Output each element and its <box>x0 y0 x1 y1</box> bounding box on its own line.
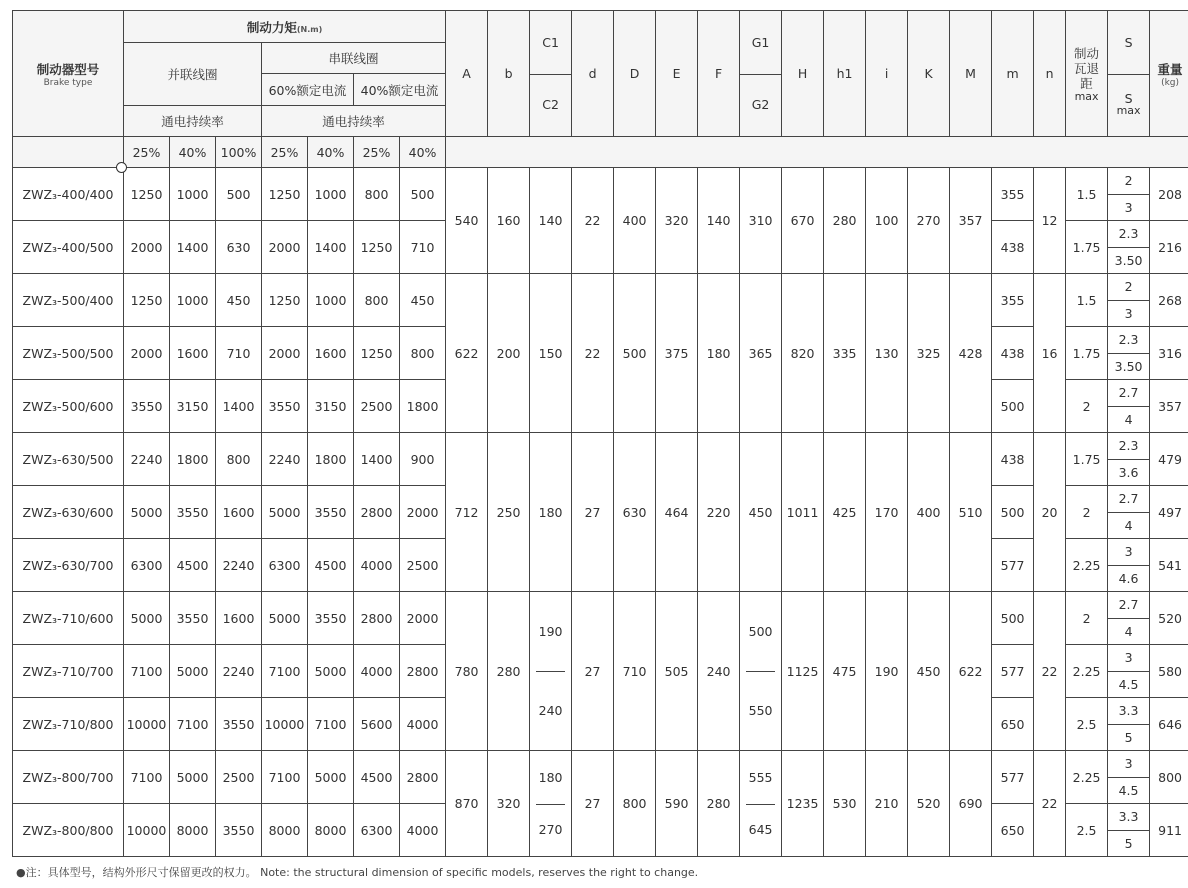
torque-cell: 5000 <box>124 486 170 539</box>
model-cell: ZWZ₃-710/600 <box>13 592 124 645</box>
header-F: F <box>698 11 740 137</box>
dim-b-cell: 320 <box>488 751 530 857</box>
dim-K-cell: 520 <box>908 751 950 857</box>
torque-cell: 1400 <box>170 221 216 274</box>
dim-n-cell: 12 <box>1034 168 1066 274</box>
header-rated-60: 60%额定电流 <box>262 74 354 106</box>
header-brake-type: 制动器型号 Brake type <box>13 11 124 137</box>
retreat-cell: 1.5 <box>1066 168 1108 221</box>
torque-cell: 450 <box>400 274 446 327</box>
header-g1-g2: G1 G2 <box>740 11 782 137</box>
dim-m-cell: 438 <box>992 327 1034 380</box>
torque-cell: 2000 <box>124 221 170 274</box>
torque-cell: 5000 <box>262 592 308 645</box>
dim-n-cell: 20 <box>1034 433 1066 592</box>
table-header <box>13 11 1188 168</box>
dim-d-cell: 22 <box>572 168 614 274</box>
torque-cell: 2800 <box>354 592 400 645</box>
header-duty-col: 40% <box>400 137 446 168</box>
dim-F-cell: 180 <box>698 274 740 433</box>
retreat-cell: 2 <box>1066 486 1108 539</box>
header-d: d <box>572 11 614 137</box>
torque-cell: 1600 <box>216 486 262 539</box>
dim-E-cell: 375 <box>656 274 698 433</box>
header-H: H <box>782 11 824 137</box>
dim-i-cell: 170 <box>866 433 908 592</box>
header-duty-series: 通电持续率 <box>262 106 446 137</box>
weight-cell: 520 <box>1150 592 1188 645</box>
retreat-cell: 2.5 <box>1066 804 1108 857</box>
dim-b-cell: 160 <box>488 168 530 274</box>
dim-m-cell: 355 <box>992 168 1034 221</box>
torque-cell: 2000 <box>262 327 308 380</box>
dim-M-cell: 357 <box>950 168 992 274</box>
torque-cell: 3150 <box>308 380 354 433</box>
dim-F-cell: 240 <box>698 592 740 751</box>
torque-cell: 7100 <box>308 698 354 751</box>
weight-cell: 800 <box>1150 751 1188 804</box>
dim-E-cell: 590 <box>656 751 698 857</box>
header-parallel-coil: 并联线圈 <box>124 43 262 106</box>
torque-cell: 3150 <box>170 380 216 433</box>
model-cell: ZWZ₃-800/700 <box>13 751 124 804</box>
torque-cell: 630 <box>216 221 262 274</box>
torque-cell: 710 <box>216 327 262 380</box>
model-cell: ZWZ₃-500/500 <box>13 327 124 380</box>
torque-cell: 2240 <box>216 539 262 592</box>
dim-c-cell: 150 <box>530 274 572 433</box>
torque-cell: 6300 <box>124 539 170 592</box>
torque-cell: 900 <box>400 433 446 486</box>
torque-cell: 1600 <box>170 327 216 380</box>
torque-cell: 2000 <box>124 327 170 380</box>
header-duty-col: 25% <box>354 137 400 168</box>
dim-m-cell: 577 <box>992 645 1034 698</box>
table-row <box>13 274 1188 327</box>
dim-F-cell: 220 <box>698 433 740 592</box>
s-cell: 3 4.5 <box>1108 751 1150 804</box>
torque-cell: 4500 <box>170 539 216 592</box>
torque-cell: 800 <box>354 168 400 221</box>
torque-cell: 1250 <box>354 327 400 380</box>
dim-c-cell: 190 240 <box>530 592 572 751</box>
torque-cell: 2500 <box>400 539 446 592</box>
dim-D-cell: 800 <box>614 751 656 857</box>
torque-cell: 8000 <box>308 804 354 857</box>
s-cell: 2 3 <box>1108 168 1150 221</box>
dim-d-cell: 27 <box>572 433 614 592</box>
header-b: b <box>488 11 530 137</box>
dim-E-cell: 464 <box>656 433 698 592</box>
s-cell: 3.3 5 <box>1108 698 1150 751</box>
torque-cell: 2000 <box>400 486 446 539</box>
header-weight: 重量 (kg) <box>1150 11 1188 137</box>
retreat-cell: 2.25 <box>1066 539 1108 592</box>
dim-D-cell: 500 <box>614 274 656 433</box>
dim-g-cell: 365 <box>740 274 782 433</box>
torque-cell: 7100 <box>124 751 170 804</box>
torque-cell: 2500 <box>216 751 262 804</box>
torque-cell: 1250 <box>124 274 170 327</box>
s-cell: 2.3 3.50 <box>1108 327 1150 380</box>
retreat-cell: 1.5 <box>1066 274 1108 327</box>
torque-cell: 800 <box>354 274 400 327</box>
dim-F-cell: 140 <box>698 168 740 274</box>
dim-A-cell: 780 <box>446 592 488 751</box>
header-n: n <box>1034 11 1066 137</box>
header-duty-col: 100% <box>216 137 262 168</box>
weight-cell: 357 <box>1150 380 1188 433</box>
dim-m-cell: 650 <box>992 804 1034 857</box>
dim-i-cell: 190 <box>866 592 908 751</box>
dim-D-cell: 400 <box>614 168 656 274</box>
header-rated-40: 40%额定电流 <box>354 74 446 106</box>
dim-F-cell: 280 <box>698 751 740 857</box>
dim-m-cell: 577 <box>992 539 1034 592</box>
dim-b-cell: 200 <box>488 274 530 433</box>
dim-m-cell: 500 <box>992 486 1034 539</box>
s-cell: 2.7 4 <box>1108 486 1150 539</box>
weight-cell: 646 <box>1150 698 1188 751</box>
torque-cell: 4000 <box>354 539 400 592</box>
dim-D-cell: 710 <box>614 592 656 751</box>
dim-E-cell: 505 <box>656 592 698 751</box>
dim-m-cell: 438 <box>992 433 1034 486</box>
dim-m-cell: 438 <box>992 221 1034 274</box>
torque-cell: 10000 <box>262 698 308 751</box>
retreat-cell: 2.5 <box>1066 698 1108 751</box>
torque-cell: 2500 <box>354 380 400 433</box>
torque-cell: 3550 <box>308 486 354 539</box>
header-duty-col: 40% <box>308 137 354 168</box>
dim-h1-cell: 280 <box>824 168 866 274</box>
torque-cell: 5000 <box>170 645 216 698</box>
torque-cell: 1400 <box>216 380 262 433</box>
retreat-cell: 2.25 <box>1066 751 1108 804</box>
dim-i-cell: 130 <box>866 274 908 433</box>
torque-cell: 7100 <box>262 751 308 804</box>
dim-A-cell: 712 <box>446 433 488 592</box>
dim-i-cell: 210 <box>866 751 908 857</box>
dim-h1-cell: 475 <box>824 592 866 751</box>
header-retreat: 制动 瓦退 距 max <box>1066 11 1108 137</box>
table-row <box>13 168 1188 221</box>
torque-cell: 3550 <box>262 380 308 433</box>
dim-H-cell: 1125 <box>782 592 824 751</box>
dim-M-cell: 622 <box>950 592 992 751</box>
model-cell: ZWZ₃-800/800 <box>13 804 124 857</box>
dim-K-cell: 400 <box>908 433 950 592</box>
dim-A-cell: 622 <box>446 274 488 433</box>
dim-K-cell: 270 <box>908 168 950 274</box>
model-cell: ZWZ₃-500/600 <box>13 380 124 433</box>
dim-h1-cell: 530 <box>824 751 866 857</box>
header-torque: 制动力矩(N.m) <box>124 11 446 43</box>
torque-cell: 7100 <box>262 645 308 698</box>
s-cell: 3.3 5 <box>1108 804 1150 857</box>
model-cell: ZWZ₃-630/600 <box>13 486 124 539</box>
torque-cell: 5000 <box>308 751 354 804</box>
dim-m-cell: 500 <box>992 380 1034 433</box>
s-cell: 3 4.5 <box>1108 645 1150 698</box>
retreat-cell: 1.75 <box>1066 327 1108 380</box>
torque-cell: 2800 <box>400 645 446 698</box>
model-cell: ZWZ₃-630/500 <box>13 433 124 486</box>
dim-g-cell: 310 <box>740 168 782 274</box>
header-M: M <box>950 11 992 137</box>
torque-cell: 5000 <box>308 645 354 698</box>
brake-spec-table <box>12 10 1188 857</box>
table-row <box>13 751 1188 804</box>
header-spacer-right <box>446 137 1188 168</box>
torque-cell: 1800 <box>170 433 216 486</box>
dim-m-cell: 650 <box>992 698 1034 751</box>
s-cell: 3 4.6 <box>1108 539 1150 592</box>
s-cell: 2.3 3.6 <box>1108 433 1150 486</box>
dim-b-cell: 250 <box>488 433 530 592</box>
dim-K-cell: 325 <box>908 274 950 433</box>
torque-cell: 5000 <box>124 592 170 645</box>
header-K: K <box>908 11 950 137</box>
dim-m-cell: 500 <box>992 592 1034 645</box>
retreat-cell: 2 <box>1066 592 1108 645</box>
torque-cell: 4500 <box>354 751 400 804</box>
header-s: S S max <box>1108 11 1150 137</box>
footnote: ●注：具体型号，结构外形尺寸保留更改的权力。 Note: the structural dimension of specific models, reserves the right to change. <box>16 866 699 879</box>
dim-H-cell: 820 <box>782 274 824 433</box>
header-A: A <box>446 11 488 137</box>
torque-cell: 3550 <box>170 592 216 645</box>
dim-c-cell: 180 270 <box>530 751 572 857</box>
weight-cell: 268 <box>1150 274 1188 327</box>
dim-M-cell: 510 <box>950 433 992 592</box>
header-c1-c2: C1 C2 <box>530 11 572 137</box>
torque-cell: 7100 <box>170 698 216 751</box>
torque-cell: 2000 <box>262 221 308 274</box>
model-cell: ZWZ₃-630/700 <box>13 539 124 592</box>
torque-cell: 1250 <box>354 221 400 274</box>
table-body <box>13 168 1188 857</box>
header-series-coil: 串联线圈 <box>262 43 446 74</box>
torque-cell: 6300 <box>354 804 400 857</box>
dim-d-cell: 27 <box>572 751 614 857</box>
s-cell: 2.7 4 <box>1108 380 1150 433</box>
model-cell: ZWZ₃-400/400 <box>13 168 124 221</box>
torque-cell: 800 <box>400 327 446 380</box>
retreat-cell: 2 <box>1066 380 1108 433</box>
table-row <box>13 433 1188 486</box>
torque-cell: 1000 <box>308 168 354 221</box>
torque-cell: 1250 <box>262 168 308 221</box>
dim-M-cell: 428 <box>950 274 992 433</box>
dim-H-cell: 1235 <box>782 751 824 857</box>
torque-cell: 1250 <box>124 168 170 221</box>
dim-n-cell: 16 <box>1034 274 1066 433</box>
torque-cell: 2240 <box>262 433 308 486</box>
torque-cell: 10000 <box>124 698 170 751</box>
torque-cell: 3550 <box>170 486 216 539</box>
marker-circle <box>116 162 127 173</box>
torque-cell: 500 <box>216 168 262 221</box>
dim-n-cell: 22 <box>1034 751 1066 857</box>
torque-cell: 1800 <box>400 380 446 433</box>
torque-cell: 450 <box>216 274 262 327</box>
weight-cell: 911 <box>1150 804 1188 857</box>
header-E: E <box>656 11 698 137</box>
weight-cell: 208 <box>1150 168 1188 221</box>
dim-i-cell: 100 <box>866 168 908 274</box>
weight-cell: 479 <box>1150 433 1188 486</box>
torque-cell: 5000 <box>170 751 216 804</box>
torque-cell: 3550 <box>216 804 262 857</box>
dim-m-cell: 355 <box>992 274 1034 327</box>
torque-cell: 1000 <box>170 274 216 327</box>
dim-H-cell: 1011 <box>782 433 824 592</box>
torque-cell: 1400 <box>308 221 354 274</box>
header-spacer <box>13 137 124 168</box>
dim-A-cell: 870 <box>446 751 488 857</box>
header-D: D <box>614 11 656 137</box>
torque-cell: 2240 <box>124 433 170 486</box>
header-duty-col: 40% <box>170 137 216 168</box>
weight-cell: 497 <box>1150 486 1188 539</box>
dim-h1-cell: 425 <box>824 433 866 592</box>
dim-d-cell: 22 <box>572 274 614 433</box>
dim-H-cell: 670 <box>782 168 824 274</box>
weight-cell: 580 <box>1150 645 1188 698</box>
brake-spec-table-wrapper <box>12 10 1183 857</box>
torque-cell: 1800 <box>308 433 354 486</box>
model-cell: ZWZ₃-500/400 <box>13 274 124 327</box>
torque-cell: 4000 <box>400 804 446 857</box>
dim-E-cell: 320 <box>656 168 698 274</box>
s-cell: 2.7 4 <box>1108 592 1150 645</box>
dim-h1-cell: 335 <box>824 274 866 433</box>
torque-cell: 1000 <box>308 274 354 327</box>
model-cell: ZWZ₃-710/700 <box>13 645 124 698</box>
torque-cell: 1600 <box>216 592 262 645</box>
torque-cell: 2800 <box>354 486 400 539</box>
dim-M-cell: 690 <box>950 751 992 857</box>
dim-A-cell: 540 <box>446 168 488 274</box>
torque-cell: 8000 <box>170 804 216 857</box>
torque-cell: 2000 <box>400 592 446 645</box>
weight-cell: 541 <box>1150 539 1188 592</box>
dim-d-cell: 27 <box>572 592 614 751</box>
header-h1: h1 <box>824 11 866 137</box>
header-m: m <box>992 11 1034 137</box>
retreat-cell: 1.75 <box>1066 221 1108 274</box>
dim-D-cell: 630 <box>614 433 656 592</box>
torque-cell: 2240 <box>216 645 262 698</box>
torque-cell: 4000 <box>400 698 446 751</box>
torque-cell: 5600 <box>354 698 400 751</box>
dim-K-cell: 450 <box>908 592 950 751</box>
header-duty-parallel: 通电持续率 <box>124 106 262 137</box>
torque-cell: 2800 <box>400 751 446 804</box>
dim-c-cell: 180 <box>530 433 572 592</box>
torque-cell: 7100 <box>124 645 170 698</box>
dim-c-cell: 140 <box>530 168 572 274</box>
dim-b-cell: 280 <box>488 592 530 751</box>
model-cell: ZWZ₃-710/800 <box>13 698 124 751</box>
s-cell: 2.3 3.50 <box>1108 221 1150 274</box>
header-duty-col: 25% <box>124 137 170 168</box>
dim-g-cell: 555 645 <box>740 751 782 857</box>
retreat-cell: 2.25 <box>1066 645 1108 698</box>
dim-n-cell: 22 <box>1034 592 1066 751</box>
torque-cell: 710 <box>400 221 446 274</box>
weight-cell: 216 <box>1150 221 1188 274</box>
dim-m-cell: 577 <box>992 751 1034 804</box>
torque-cell: 1000 <box>170 168 216 221</box>
torque-cell: 1400 <box>354 433 400 486</box>
dim-g-cell: 500 550 <box>740 592 782 751</box>
torque-cell: 3550 <box>124 380 170 433</box>
torque-cell: 3550 <box>216 698 262 751</box>
torque-cell: 500 <box>400 168 446 221</box>
dim-g-cell: 450 <box>740 433 782 592</box>
torque-cell: 1600 <box>308 327 354 380</box>
torque-cell: 3550 <box>308 592 354 645</box>
model-cell: ZWZ₃-400/500 <box>13 221 124 274</box>
weight-cell: 316 <box>1150 327 1188 380</box>
torque-cell: 5000 <box>262 486 308 539</box>
torque-cell: 10000 <box>124 804 170 857</box>
torque-cell: 4500 <box>308 539 354 592</box>
torque-cell: 8000 <box>262 804 308 857</box>
table-row <box>13 592 1188 645</box>
torque-cell: 4000 <box>354 645 400 698</box>
torque-cell: 6300 <box>262 539 308 592</box>
torque-cell: 1250 <box>262 274 308 327</box>
s-cell: 2 3 <box>1108 274 1150 327</box>
header-i: i <box>866 11 908 137</box>
header-duty-col: 25% <box>262 137 308 168</box>
torque-cell: 800 <box>216 433 262 486</box>
retreat-cell: 1.75 <box>1066 433 1108 486</box>
